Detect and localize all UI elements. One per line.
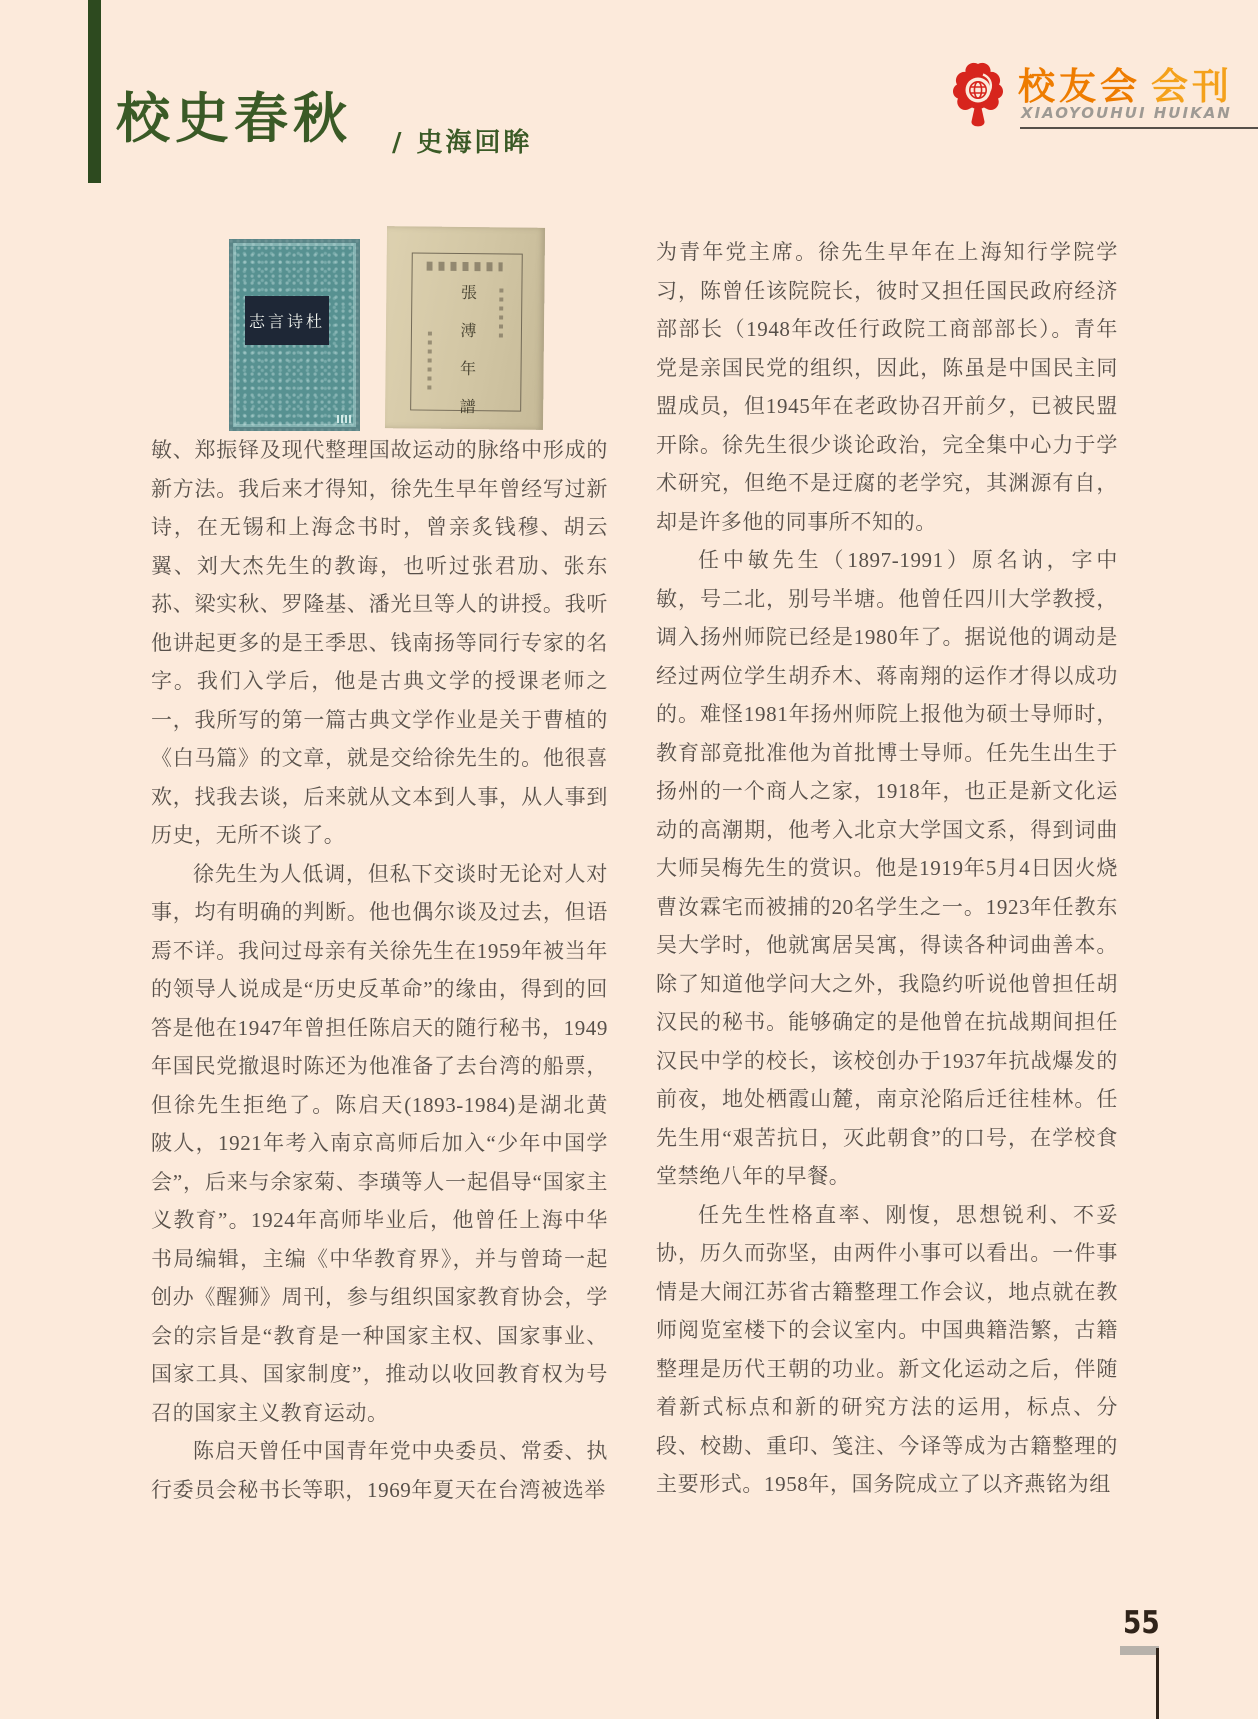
book-cover-photo-nianpu [385, 226, 545, 437]
book1-title: 志言诗杜 [248, 314, 325, 331]
paragraph: 敏、郑振铎及现代整理国故运动的脉络中形成的新方法。我后来才得知，徐先生早年曾经写过新诗，在无锡和上海念书时，曾亲炙钱穆、胡云翼、刘大杰先生的教诲，也听过张君劢、张东荪、梁实秋、罗隆基、潘光旦等人的讲授。我听他讲起更多的是王季思、钱南扬等同行专家的名字。我们入学后，他是古典文学的授课老师之一，我所写的第一篇古典文学作业是关于曹植的《白马篇》的文章，就是交给徐先生的。他很喜欢，找我去谈，后来就从文本到人事，从人事到历史，无所不谈了。 [151, 438, 608, 847]
section-subtitle: / 史海回眸 [392, 128, 533, 158]
publisher-mark-icon [337, 415, 351, 423]
page-number: 55 [1123, 1605, 1160, 1641]
masthead-title-part2: 会刊 [1151, 65, 1233, 108]
book-cover-photo-dushiyanzhi [229, 239, 360, 431]
book2-title: 張溥年譜 [456, 283, 476, 437]
paragraph: 为青年党主席。徐先生早年在上海知行学院学习，陈曾任该院院长，彼时又担任国民政府经济部部长（1948年改任行政院工商部部长）。青年党是亲国民党的组织，因此，陈虽是中国民主同盟成员，但1945年在老政协召开前夕，已被民盟开除。徐先生很少谈论政治，完全集中心力于学术研究，但绝不是迂腐的老学究，其渊源有自，却是许多他的同事所不知的。 [656, 240, 1118, 534]
book2-border-box [410, 252, 523, 437]
paragraph: 任先生性格直率、刚愎，思想锐利、不妥协，历久而弥坚，由两件小事可以看出。一件事情是大闹江苏省古籍整理工作会议，地点就在教师阅览室楼下的会议室内。中国典籍浩繁，古籍整理是历代王朝的功业。新文化运动之后，伴随着新式标点和新的研究方法的运用，标点、分段、校勘、重印、笺注、今译等成为古籍整理的主要形式。1958年，国务院成立了以齐燕铭为组 [656, 1202, 1118, 1496]
masthead-title [1018, 65, 1233, 108]
paragraph: 任中敏先生（1897-1991）原名讷，字中敏，号二北，别号半塘。他曾任四川大学教授，调入扬州师院已经是1980年了。据说他的调动是经过两位学生胡乔木、蒋南翔的运作才得以成功的。难怪1981年扬州师院上报他为硕士导师时，教育部竟批准他为首批博士导师。任先生出生于扬州的一个商人之家，1918年，也正是新文化运动的高潮期，他考入北京大学国文系，得到词曲大师吴梅先生的赏识。他是1919年5月4日因火烧曹汝霖宅而被捕的20名学生之一。1923年任教东吴大学时，他就寓居吴寓，得读各种词曲善本。除了知道他学问大之外，我隐约听说他曾担任胡汉民的秘书。能够确定的是他曾在抗战期间担任汉民中学的校长，该校创办于1937年抗战爆发的前夜，地处栖霞山麓，南京沦陷后迁往桂林。任先生用“艰苦抗日，灭此朝食”的口号，在学校食堂禁绝八年的早餐。 [656, 548, 1118, 1188]
book2-series-text [427, 262, 503, 272]
paragraph: 陈启天曾任中国青年党中央委员、常委、执行委员会秘书长等职，1969年夏天在台湾被选举 [151, 1439, 608, 1502]
page-corner-line [1156, 1648, 1159, 1719]
book-title-panel [245, 296, 329, 345]
book2-publisher-text [427, 332, 432, 394]
masthead-rule [1020, 127, 1258, 129]
alumni-association-emblem-icon [948, 62, 1008, 136]
book2-author-text [499, 288, 504, 340]
article-column-right [656, 233, 1118, 1517]
section-title: 校史春秋 [116, 87, 352, 150]
paragraph: 徐先生为人低调，但私下交谈时无论对人对事，均有明确的判断。他也偶尔谈及过去，但语焉不详。我问过母亲有关徐先生在1959年被当年的领导人说成是“历史反革命”的缘由，得到的回答是他在1947年曾担任陈启天的随行秘书，1949年国民党撤退时陈还为他准备了去台湾的船票，但徐先生拒绝了。陈启天(1893-1984)是湖北黄陂人，1921年考入南京高师后加入“少年中国学会”，后来与余家菊、李璜等人一起倡导“国家主义教育”。1924年高师毕业后，他曾任上海中华书局编辑，主编《中华教育界》，并与曾琦一起创办《醒狮》周刊，参与组织国家教育协会，学会的宗旨是“教育是一种国家主权、国家事业、国家工具、国家制度”，推动以收回教育权为号召的国家主义教育运动。 [151, 861, 608, 1425]
masthead-subtitle: XIAOYOUHUI HUIKAN [1021, 104, 1232, 122]
section-accent-bar [88, 0, 101, 183]
page-number-underline [1120, 1646, 1159, 1655]
masthead-title-part1: 校友会 [1018, 65, 1141, 108]
article-column-left [151, 431, 608, 1517]
